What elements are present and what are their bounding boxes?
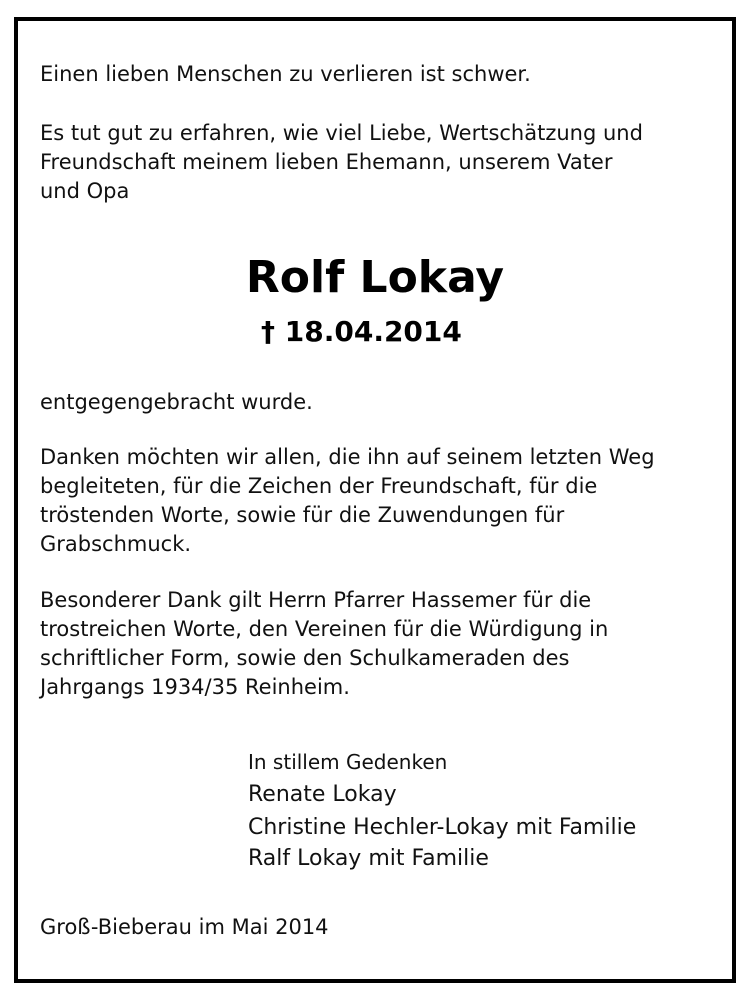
signer-name: Christine Hechler-Lokay mit Familie bbox=[248, 815, 637, 840]
thanks-line: begleiteten, für die Zeichen der Freundschaft, für die bbox=[40, 474, 598, 498]
thanks-line: Danken möchten wir allen, die ihn auf seinem letzten Weg bbox=[40, 445, 655, 469]
in-memory-line: In stillem Gedenken bbox=[248, 750, 448, 774]
gratitude-line: Freundschaft meinem lieben Ehemann, unserem Vater bbox=[40, 150, 613, 174]
place-date: Groß-Bieberau im Mai 2014 bbox=[40, 915, 329, 939]
intro-line: Einen lieben Menschen zu verlieren ist schwer. bbox=[40, 62, 531, 86]
signer-name: Ralf Lokay mit Familie bbox=[248, 846, 489, 871]
deceased-name: Rolf Lokay bbox=[245, 252, 505, 303]
gratitude-line: Es tut gut zu erfahren, wie viel Liebe, Wertschätzung und bbox=[40, 121, 643, 145]
thanks-line: tröstenden Worte, sowie für die Zuwendungen für bbox=[40, 503, 565, 527]
special-thanks-line: schriftlicher Form, sowie den Schulkameraden des bbox=[40, 646, 570, 670]
special-thanks-line: trostreichen Worte, den Vereinen für die Würdigung in bbox=[40, 617, 609, 641]
thanks-line: Grabschmuck. bbox=[40, 532, 192, 556]
special-thanks-line: Jahrgangs 1934/35 Reinheim. bbox=[40, 675, 350, 699]
gratitude-line: und Opa bbox=[40, 179, 130, 203]
death-date: † 18.04.2014 bbox=[261, 315, 462, 348]
signer-name: Renate Lokay bbox=[248, 782, 397, 807]
special-thanks-line: Besonderer Dank gilt Herrn Pfarrer Hassemer für die bbox=[40, 588, 592, 612]
received-line: entgegengebracht wurde. bbox=[40, 390, 313, 414]
